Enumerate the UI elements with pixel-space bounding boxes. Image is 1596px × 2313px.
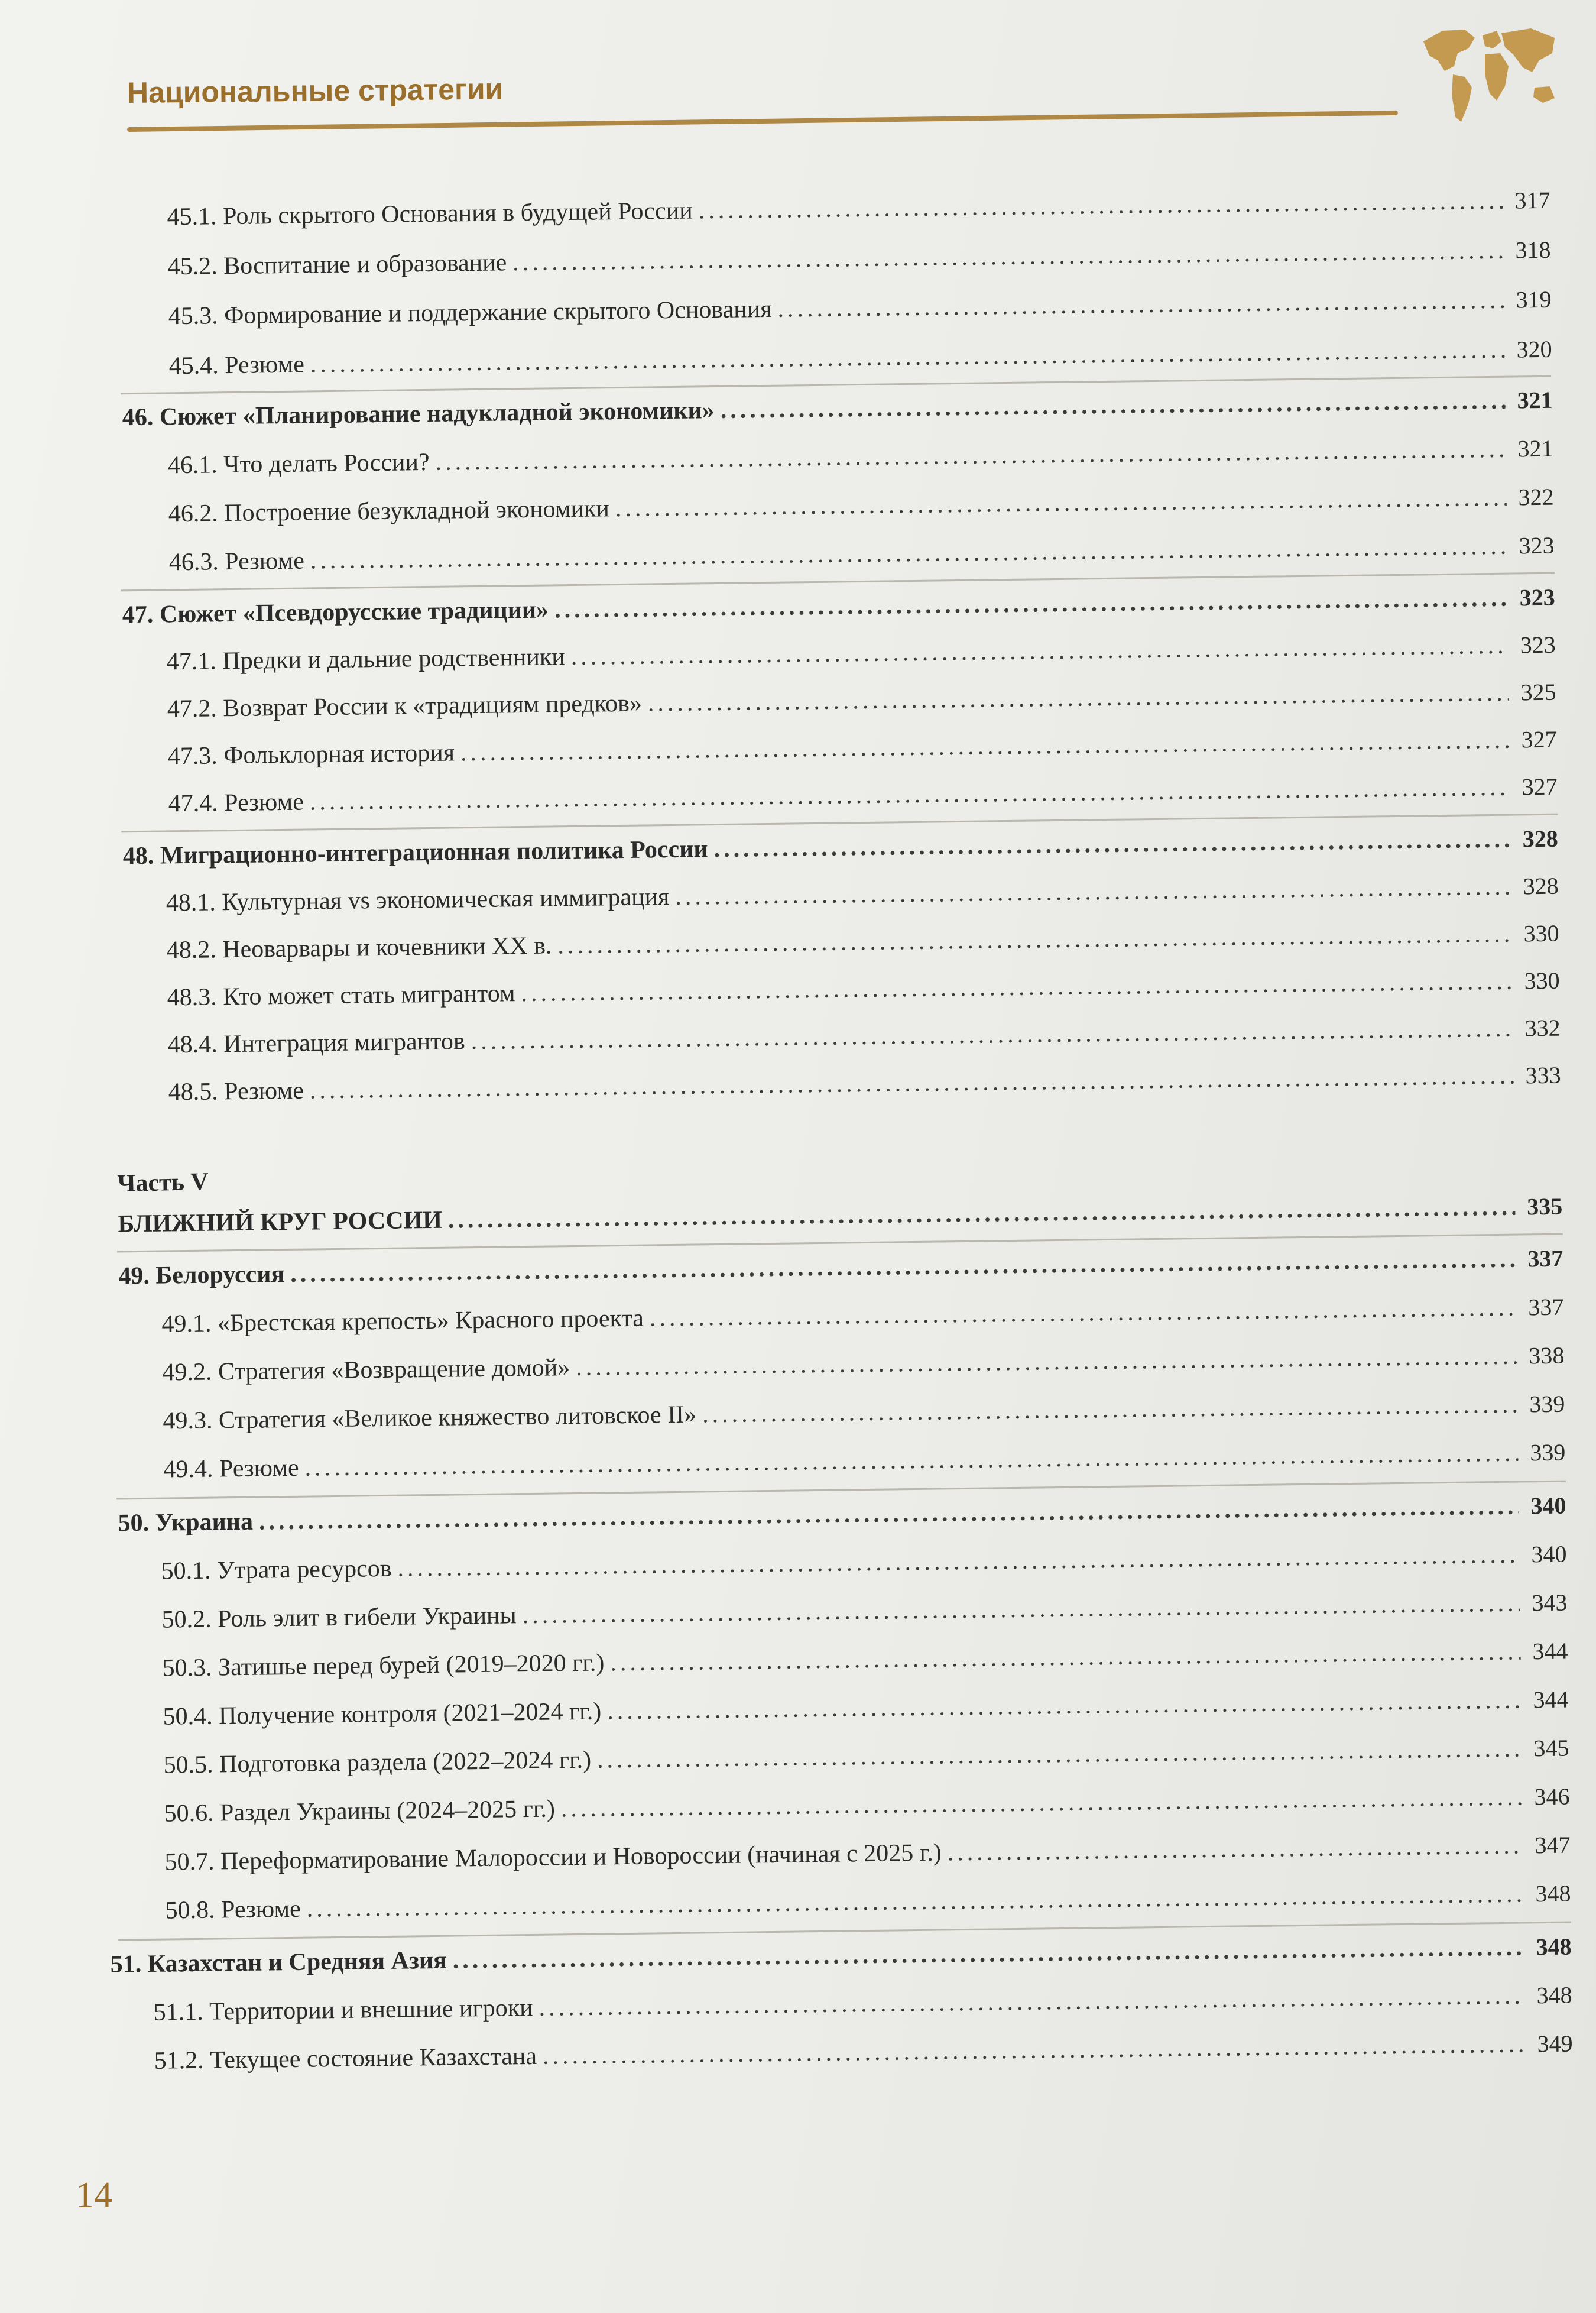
toc-entry-page: 327 xyxy=(1521,725,1557,753)
dot-leader xyxy=(777,288,1504,322)
toc-entry[interactable] xyxy=(167,1016,1560,1058)
dot-leader xyxy=(310,1064,1514,1103)
toc-entry-page: 323 xyxy=(1520,631,1556,659)
dot-leader xyxy=(650,1295,1517,1331)
toc-entry-page: 339 xyxy=(1529,1390,1565,1418)
toc-entry[interactable] xyxy=(163,1440,1565,1482)
toc-entry-title: 50.4. Получение контроля (2021–2024 гг.) xyxy=(163,1698,602,1731)
toc-entry-title: 51.1. Территории и внешние игроки xyxy=(153,1994,533,2026)
toc-entry-title: 49.3. Стратегия «Великое княжество литовское II» xyxy=(163,1401,697,1435)
toc-entry[interactable] xyxy=(161,1542,1566,1584)
toc-entry[interactable] xyxy=(164,1833,1570,1875)
toc-entry-title: 50.8. Резюме xyxy=(165,1895,301,1925)
toc-entry-page: 339 xyxy=(1530,1439,1566,1466)
toc-entry-title: 48.2. Неоварвары и кочевники XX в. xyxy=(166,932,552,964)
dot-leader xyxy=(448,1195,1516,1233)
toc-entry-title: 48.1. Культурная vs экономическая иммиграция xyxy=(166,883,670,917)
toc-entry-page: 320 xyxy=(1516,335,1552,363)
toc-chapter[interactable] xyxy=(123,827,1558,869)
toc-entry-page: 333 xyxy=(1525,1061,1561,1089)
toc-entry-title: 49.2. Стратегия «Возвращение домой» xyxy=(162,1354,570,1386)
toc-entry[interactable] xyxy=(169,533,1555,575)
toc-entry-title: 50.5. Подготовка раздела (2022–2024 гг.) xyxy=(163,1746,592,1779)
dot-leader xyxy=(675,874,1511,909)
dot-leader xyxy=(460,728,1510,766)
toc-entry-page: 344 xyxy=(1532,1637,1568,1665)
toc-entry-page: 337 xyxy=(1528,1293,1564,1321)
part-label: Часть V xyxy=(117,1168,209,1198)
dot-leader xyxy=(947,1833,1523,1865)
toc-entry-page: 332 xyxy=(1524,1014,1561,1042)
toc-entry[interactable] xyxy=(163,1736,1569,1778)
toc-entry-title: 50.1. Утрата ресурсов xyxy=(161,1554,392,1585)
toc-entry[interactable] xyxy=(167,238,1550,280)
dot-leader xyxy=(521,969,1513,1006)
toc-chapter-page: 340 xyxy=(1530,1492,1566,1520)
toc-entry-title: 45.3. Формирование и поддержание скрытого Основания xyxy=(168,295,772,331)
toc-entry-page: 325 xyxy=(1520,678,1556,706)
dot-leader xyxy=(512,238,1504,275)
dot-leader xyxy=(615,485,1507,521)
dot-leader xyxy=(435,437,1506,475)
toc-entry[interactable] xyxy=(153,1983,1572,2025)
toc-entry[interactable] xyxy=(166,874,1559,916)
toc-entry-page: 340 xyxy=(1531,1540,1567,1568)
toc-entry[interactable] xyxy=(167,968,1560,1010)
toc-entry[interactable] xyxy=(167,633,1556,675)
toc-entry-page: 327 xyxy=(1522,773,1558,801)
toc-entry[interactable] xyxy=(168,727,1557,769)
toc-entry-page: 348 xyxy=(1536,1981,1572,2009)
dot-leader xyxy=(397,1543,1519,1581)
toc-chapter-page: 323 xyxy=(1519,584,1555,611)
dot-leader xyxy=(561,1785,1523,1822)
toc-entry-title: 50.2. Роль элит в гибели Украины xyxy=(161,1602,517,1634)
toc-entry-title: 47.3. Фольклорная история xyxy=(167,739,455,770)
dot-leader xyxy=(713,827,1511,861)
dot-leader xyxy=(304,1441,1518,1481)
dot-leader xyxy=(310,338,1505,377)
toc-entry-title: 45.2. Воспитание и образование xyxy=(167,249,507,281)
dot-leader xyxy=(539,1983,1525,2020)
toc-chapter-page: 348 xyxy=(1536,1933,1572,1961)
toc-entry-title: 46.1. Что делать России? xyxy=(167,448,430,480)
dot-leader xyxy=(259,1494,1519,1534)
toc-entry-title: 47.1. Предки и дальние родственники xyxy=(166,643,566,676)
toc-entry[interactable] xyxy=(164,1784,1569,1826)
toc-entry[interactable] xyxy=(162,1639,1568,1681)
toc-entry-title: 46.2. Построение безукладной экономики xyxy=(168,495,610,528)
toc-entry[interactable] xyxy=(167,921,1559,963)
toc-entry-title: 50.3. Затишье перед бурей (2019–2020 гг.) xyxy=(162,1649,605,1682)
toc-entry-title: 47.2. Возврат России к «традициям предков» xyxy=(167,689,643,723)
toc-entry[interactable] xyxy=(162,1343,1564,1385)
toc-entry-title: 49.4. Резюме xyxy=(163,1454,299,1483)
toc-entry[interactable] xyxy=(163,1687,1568,1729)
toc-entry[interactable] xyxy=(168,337,1552,379)
toc-chapter-title: 46. Сюжет «Планирование надукладной экономики» xyxy=(122,397,715,432)
toc-entry[interactable] xyxy=(163,1392,1565,1434)
toc-entry[interactable] xyxy=(161,1590,1567,1632)
toc-entry-page: 345 xyxy=(1533,1734,1569,1762)
dot-leader xyxy=(720,388,1505,423)
toc-chapter-title: 47. Сюжет «Псевдорусские традиции» xyxy=(122,596,549,629)
toc-entry-page: 346 xyxy=(1534,1783,1570,1810)
toc-entry-title: 50.7. Переформатирование Малороссии и Новороссии (начиная с 2025 г.) xyxy=(164,1839,942,1876)
toc-entry-page: 343 xyxy=(1532,1589,1568,1616)
toc-part-title-text: БЛИЖНИЙ КРУГ РОССИИ xyxy=(118,1206,443,1238)
toc-entry-page: 321 xyxy=(1517,435,1553,462)
dot-leader xyxy=(570,633,1508,669)
toc-entry-page: 330 xyxy=(1524,967,1560,994)
dot-leader xyxy=(543,2032,1526,2068)
dot-leader xyxy=(597,1737,1522,1773)
toc-chapter[interactable] xyxy=(118,1246,1563,1289)
toc-entry-page: 318 xyxy=(1515,236,1551,264)
toc-entry-title: 45.4. Резюме xyxy=(168,351,305,380)
toc-entry-title: 46.3. Резюме xyxy=(168,547,305,576)
toc-chapter-page: 321 xyxy=(1517,386,1553,414)
toc-entry[interactable] xyxy=(165,1881,1571,1923)
dot-leader xyxy=(648,681,1509,716)
dot-leader xyxy=(557,922,1512,958)
toc-chapter-title: 50. Украина xyxy=(118,1508,254,1537)
toc-chapter[interactable] xyxy=(122,388,1553,430)
toc-chapter-title: 49. Белоруссия xyxy=(118,1261,285,1290)
dot-leader xyxy=(554,586,1508,623)
toc-entry-title: 50.6. Раздел Украины (2024–2025 гг.) xyxy=(164,1795,556,1828)
dot-leader xyxy=(698,189,1503,223)
toc-entry-title: 45.1. Роль скрытого Основания в будущей России xyxy=(167,197,693,231)
dot-leader xyxy=(471,1016,1513,1054)
toc-entry-page: 338 xyxy=(1529,1342,1565,1369)
toc-entry-page: 348 xyxy=(1535,1880,1571,1907)
toc-entry[interactable] xyxy=(168,287,1551,329)
toc-entry[interactable] xyxy=(167,188,1550,230)
toc-entry-page: 344 xyxy=(1533,1686,1569,1713)
dot-leader xyxy=(576,1344,1517,1380)
toc-chapter[interactable] xyxy=(110,1935,1571,1977)
toc-entry-page: 319 xyxy=(1516,286,1552,313)
toc-chapter-title: 48. Миграционно-интеграционная политика России xyxy=(122,835,708,870)
running-header: Национальные стратегии xyxy=(126,72,504,109)
toc-part-page: 335 xyxy=(1526,1193,1563,1220)
dot-leader xyxy=(607,1688,1522,1724)
toc-chapter[interactable] xyxy=(122,585,1555,628)
dot-leader xyxy=(306,1881,1523,1921)
toc-entry-title: 47.4. Резюме xyxy=(168,788,304,818)
toc-entry-title: 48.3. Кто может стать мигрантом xyxy=(167,980,515,1012)
toc-entry-title: 48.4. Интеграция мигрантов xyxy=(167,1028,465,1059)
toc-entry-page: 322 xyxy=(1518,483,1554,511)
toc-entry-title: 48.5. Резюме xyxy=(168,1077,304,1106)
dot-leader xyxy=(310,775,1510,815)
dot-leader xyxy=(453,1935,1524,1972)
toc-entry-page: 323 xyxy=(1519,532,1555,559)
toc-entry[interactable] xyxy=(168,775,1558,817)
toc-entry-title: 51.2. Текущее состояние Казахстана xyxy=(154,2042,537,2075)
toc-part-title[interactable] xyxy=(118,1194,1562,1237)
toc-chapter-page: 337 xyxy=(1527,1245,1563,1272)
toc-entry-page: 349 xyxy=(1537,2030,1573,2058)
dot-leader xyxy=(610,1640,1521,1676)
toc-entry-page: 330 xyxy=(1523,919,1559,947)
toc-entry[interactable] xyxy=(161,1295,1563,1337)
page-number: 14 xyxy=(76,2175,112,2215)
toc-entry[interactable] xyxy=(168,436,1553,478)
dot-leader xyxy=(290,1247,1516,1287)
toc-entry[interactable] xyxy=(167,680,1556,722)
dot-leader xyxy=(310,534,1507,574)
toc-entry-page: 328 xyxy=(1523,872,1559,900)
toc-entry[interactable] xyxy=(168,485,1554,527)
toc-entry[interactable] xyxy=(154,2031,1572,2073)
dot-leader xyxy=(702,1392,1518,1427)
toc-entry-page: 347 xyxy=(1535,1831,1571,1859)
toc-entry[interactable] xyxy=(168,1063,1561,1105)
dot-leader xyxy=(522,1591,1520,1628)
toc-chapter[interactable] xyxy=(118,1494,1566,1536)
toc-entry-title: 49.1. «Брестская крепость» Красного проекта xyxy=(161,1304,644,1338)
toc-chapter-title: 51. Казахстан и Средняя Азия xyxy=(110,1946,447,1978)
toc-chapter-page: 328 xyxy=(1522,825,1558,853)
toc-entry-page: 317 xyxy=(1514,186,1550,214)
